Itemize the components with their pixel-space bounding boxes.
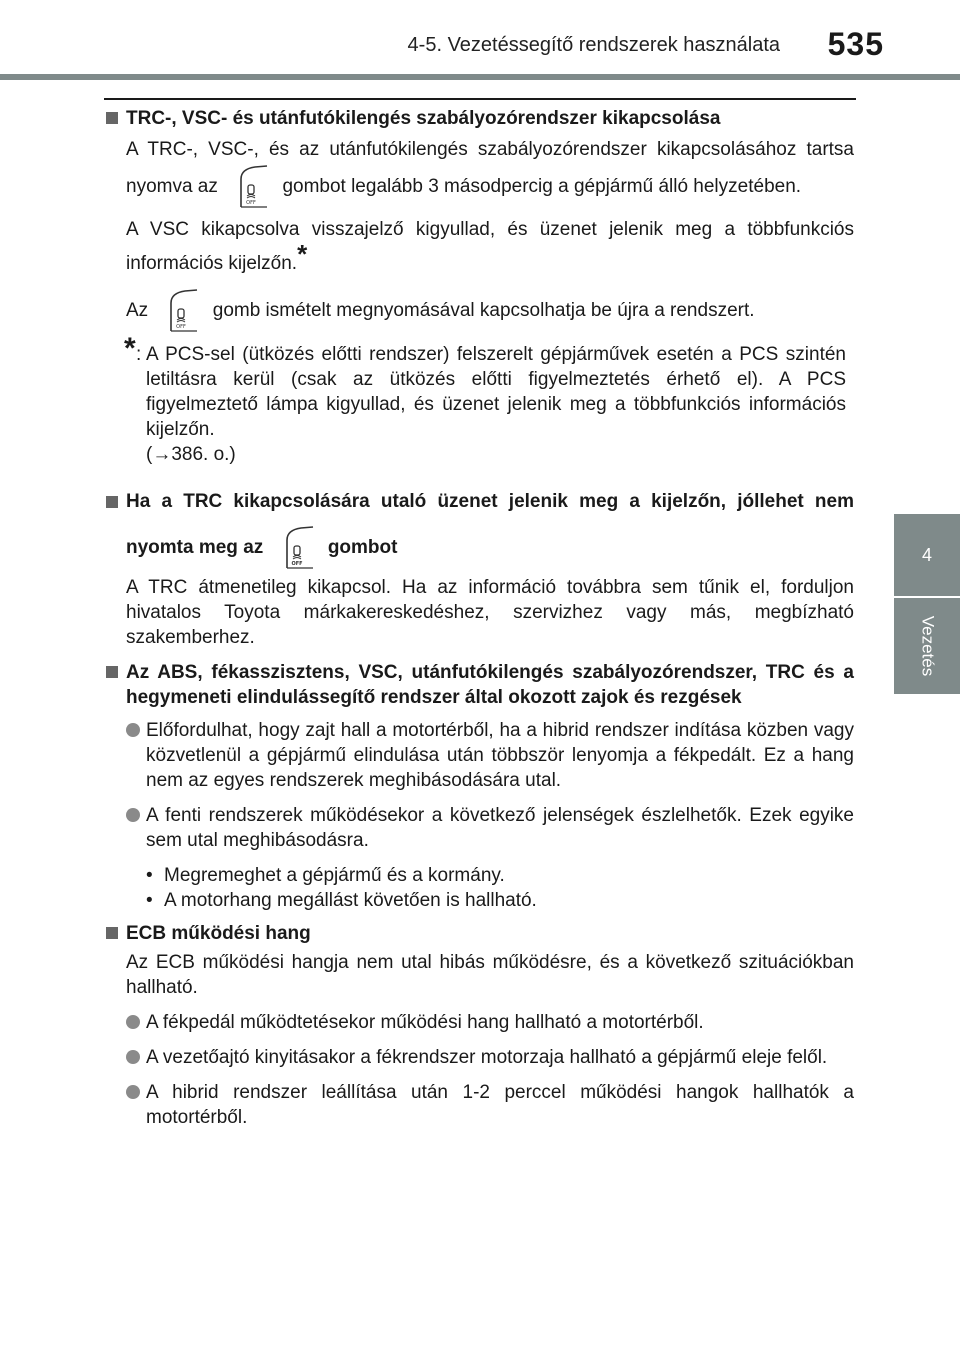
sub-list-item-text: A motorhang megállást követően is hallható.	[164, 890, 537, 911]
paragraph-text: A VSC kikapcsolva visszajelző kigyullad, és üzenet jelenik meg a többfunkciós információs kijelzőn.	[126, 219, 854, 274]
paragraph-text: gomb ismételt megnyomásával kapcsolhatja be újra a rendszert.	[212, 300, 755, 321]
circle-bullet-icon	[126, 1050, 140, 1064]
list-item	[106, 718, 854, 793]
vsc-off-button-icon	[161, 289, 199, 333]
section-title-text: gombot	[327, 537, 398, 558]
footnote-star: *	[124, 332, 136, 365]
header-bar	[0, 74, 960, 80]
sub-list-item	[106, 863, 854, 888]
vsc-off-button-icon	[231, 165, 269, 209]
footnote	[106, 332, 854, 442]
section-title	[106, 660, 854, 710]
section-title-text: Az ABS, fékasszisztens, VSC, utánfutókilengés szabályozórendszer, TRC és a hegymeneti elindulássegítő rendszer által okozott zajok és rezgések	[126, 662, 854, 708]
paragraph	[106, 288, 854, 334]
list-item	[106, 1045, 854, 1070]
paragraph	[106, 950, 854, 1000]
section-square-icon	[106, 666, 118, 678]
page-number: 535	[827, 26, 884, 62]
list-item-text: Előfordulhat, hogy zajt hall a motortérből, ha a hibrid rendszer indítása közben vagy közvetlenül a gépjármű elindulása után többször lenyomja a fékpedált. Ez a hang nem az egyes rendszerek meghibásodására utal.	[146, 720, 854, 791]
paragraph-text: Az	[126, 300, 149, 321]
list-item-text: A vezetőajtó kinyitásakor a fékrendszer motorzaja hallható a gépjármű eleje felől.	[146, 1047, 828, 1068]
sub-list-item-text: Megremeghet a gépjármű és a kormány.	[164, 865, 505, 886]
paragraph-text: gombot legalább 3 másodpercig a gépjármű álló helyzetében.	[282, 176, 802, 198]
paragraph-text: A TRC-, VSC-, és az utánfutókilengés szabályozórendszer kikapcsolásához tartsa nyomva az	[126, 139, 854, 198]
list-item	[106, 1010, 854, 1035]
section-square-icon	[106, 112, 118, 124]
chapter-tab-label	[894, 598, 960, 694]
list-item-text: A fékpedál működtetésekor működési hang hallható a motortérből.	[146, 1012, 704, 1033]
list-item	[106, 803, 854, 853]
footnote-marker: *	[297, 239, 308, 269]
section-title	[106, 479, 854, 571]
paragraph-text: Az ECB működési hangja nem utal hibás működésre, és a következő szituációkban hallható.	[126, 952, 854, 998]
section-square-icon	[106, 496, 118, 508]
footnote-reference	[106, 442, 854, 467]
bullet-glyph: •	[146, 865, 153, 886]
footnote-colon: :	[136, 344, 142, 365]
chapter-tab-number: 4	[894, 514, 960, 596]
vsc-off-button-icon	[277, 526, 315, 570]
footnote-text: A PCS-sel (ütközés előtti rendszer) felszerelt gépjárművek esetén a PCS szintén letiltásra kerül (csak az ütközés előtti figyelmeztetés érhető el). A PCS figyelmeztető lámpa kigyullad, és üzenet jelenik meg a többfunkciós információs kijelzőn.	[146, 344, 846, 440]
section-square-icon	[106, 927, 118, 939]
list-item-text: A hibrid rendszer leállítása után 1-2 perccel működési hangok hallhatók a motortérből.	[146, 1082, 854, 1128]
content-top-rule	[104, 98, 856, 100]
section-title	[106, 921, 854, 946]
svg-text:OFF: OFF	[291, 560, 303, 567]
page-content	[106, 106, 854, 1130]
section-title	[106, 106, 854, 131]
svg-text:OFF: OFF	[246, 200, 256, 206]
section-title-text: ECB működési hang	[126, 923, 311, 944]
paragraph	[106, 217, 854, 276]
list-item-text: A fenti rendszerek működésekor a következő jelenségek észlelhetők. Ezek egyike sem utal meghibásodásra.	[146, 805, 854, 851]
page-reference: (→386. o.)	[146, 444, 236, 465]
paragraph	[106, 575, 854, 650]
chapter-tab-label-text: Vezetés	[918, 615, 937, 677]
running-header: 4-5. Vezetéssegítő rendszerek használata	[407, 34, 780, 56]
section-title-text: TRC-, VSC- és utánfutókilengés szabályozórendszer kikapcsolása	[126, 108, 721, 129]
sub-list-item	[106, 888, 854, 913]
paragraph-text: A TRC átmenetileg kikapcsol. Ha az információ továbbra sem tűnik el, forduljon hivatalos Toyota márkakereskedéshez, szervizhez vagy más, megbízható szakemberhez.	[126, 577, 854, 648]
circle-bullet-icon	[126, 1085, 140, 1099]
section-title-text: Ha a TRC kikapcsolására utaló üzenet jelenik meg a kijelzőn, jóllehet nem nyomta meg az	[126, 491, 854, 558]
circle-bullet-icon	[126, 808, 140, 822]
circle-bullet-icon	[126, 723, 140, 737]
bullet-glyph: •	[146, 890, 153, 911]
svg-text:OFF: OFF	[176, 323, 187, 330]
paragraph	[106, 135, 854, 209]
list-item	[106, 1080, 854, 1130]
circle-bullet-icon	[126, 1015, 140, 1029]
